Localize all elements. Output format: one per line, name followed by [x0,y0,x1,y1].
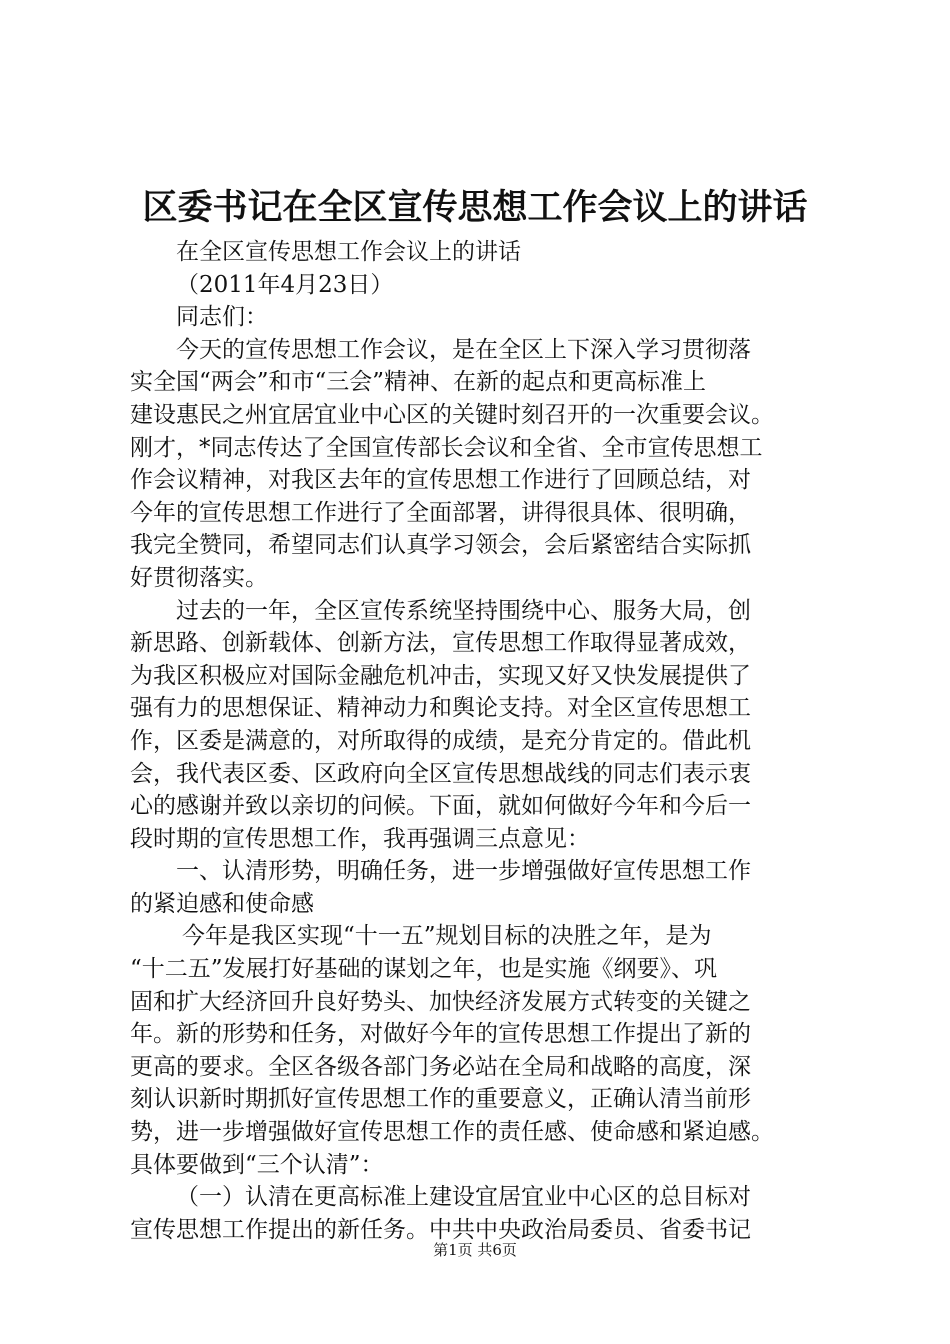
paragraph-line: 会，我代表区委、区政府向全区宣传思想战线的同志们表示衷 [130,760,751,787]
paragraph-line: 今年的宣传思想工作进行了全面部署，讲得很具体、很明确， [130,499,751,526]
paragraph-line: （2011年4月23日） [176,271,394,298]
paragraph-line: 年。新的形势和任务，对做好今年的宣传思想工作提出了新的 [130,1021,751,1048]
paragraph-line: 刻认识新时期抓好宣传思想工作的重要意义，正确认清当前形 [130,1086,751,1113]
paragraph-line: 势，进一步增强做好宣传思想工作的责任感、使命感和紧迫感。 [130,1119,774,1146]
paragraph-line: 建设惠民之州宜居宜业中心区的关键时刻召开的一次重要会议。 [130,401,774,428]
paragraph-line: 强有力的思想保证、精神动力和舆论支持。对全区宣传思想工 [130,695,751,722]
paragraph-line: 更高的要求。全区各级各部门务必站在全局和战略的高度，深 [130,1053,751,1080]
paragraph-line: 同志们： [176,304,268,331]
paragraph-line: 为我区积极应对国际金融危机冲击，实现又好又快发展提供了 [130,662,751,689]
section-heading-line: 一、认清形势，明确任务，进一步增强做好宣传思想工作 [176,858,751,885]
paragraph-line: 刚才，*同志传达了全国宣传部长会议和全省、全市宣传思想工 [130,434,763,461]
paragraph-line: 宣传思想工作提出的新任务。中共中央政治局委员、省委书记 [130,1216,751,1243]
paragraph-line: 我完全赞同，希望同志们认真学习领会，会后紧密结合实际抓 [130,532,751,559]
paragraph-line: 新思路、创新载体、创新方法，宣传思想工作取得显著成效， [130,630,751,657]
paragraph-line: 好贯彻落实。 [130,564,268,591]
document-body [130,236,830,1246]
document-title: 区委书记在全区宣传思想工作会议上的讲话 [142,187,808,228]
paragraph-line: 在全区宣传思想工作会议上的讲话 [176,239,521,265]
paragraph-line: 今年是我区实现“十一五”规划目标的决胜之年，是为 [182,923,712,950]
section-heading-line: 的紧迫感和使命感 [130,890,314,917]
paragraph-line: 作，区委是满意的，对所取得的成绩，是充分肯定的。借此机 [130,727,751,754]
page-footer: 第1页 共6页 [433,1241,517,1259]
paragraph-line: 作会议精神，对我区去年的宣传思想工作进行了回顾总结，对 [130,467,751,494]
paragraph-line: 实全国“两会”和市“三会”精神、在新的起点和更高标准上 [130,369,707,396]
paragraph-line: 具体要做到“三个认清”： [130,1151,384,1178]
paragraph-line: 过去的一年，全区宣传系统坚持围绕中心、服务大局，创 [176,597,751,624]
paragraph-line: 今天的宣传思想工作会议，是在全区上下深入学习贯彻落 [176,336,751,363]
paragraph-line: 段时期的宣传思想工作，我再强调三点意见： [130,825,590,852]
paragraph-line: “十二五”发展打好基础的谋划之年，也是实施《纲要》、巩 [130,956,718,983]
paragraph-line: 心的感谢并致以亲切的问候。下面，就如何做好今年和今后一 [130,793,751,820]
paragraph-line: 固和扩大经济回升良好势头、加快经济发展方式转变的关键之 [130,988,751,1015]
paragraph-line: （一）认清在更高标准上建设宜居宜业中心区的总目标对 [176,1184,751,1211]
